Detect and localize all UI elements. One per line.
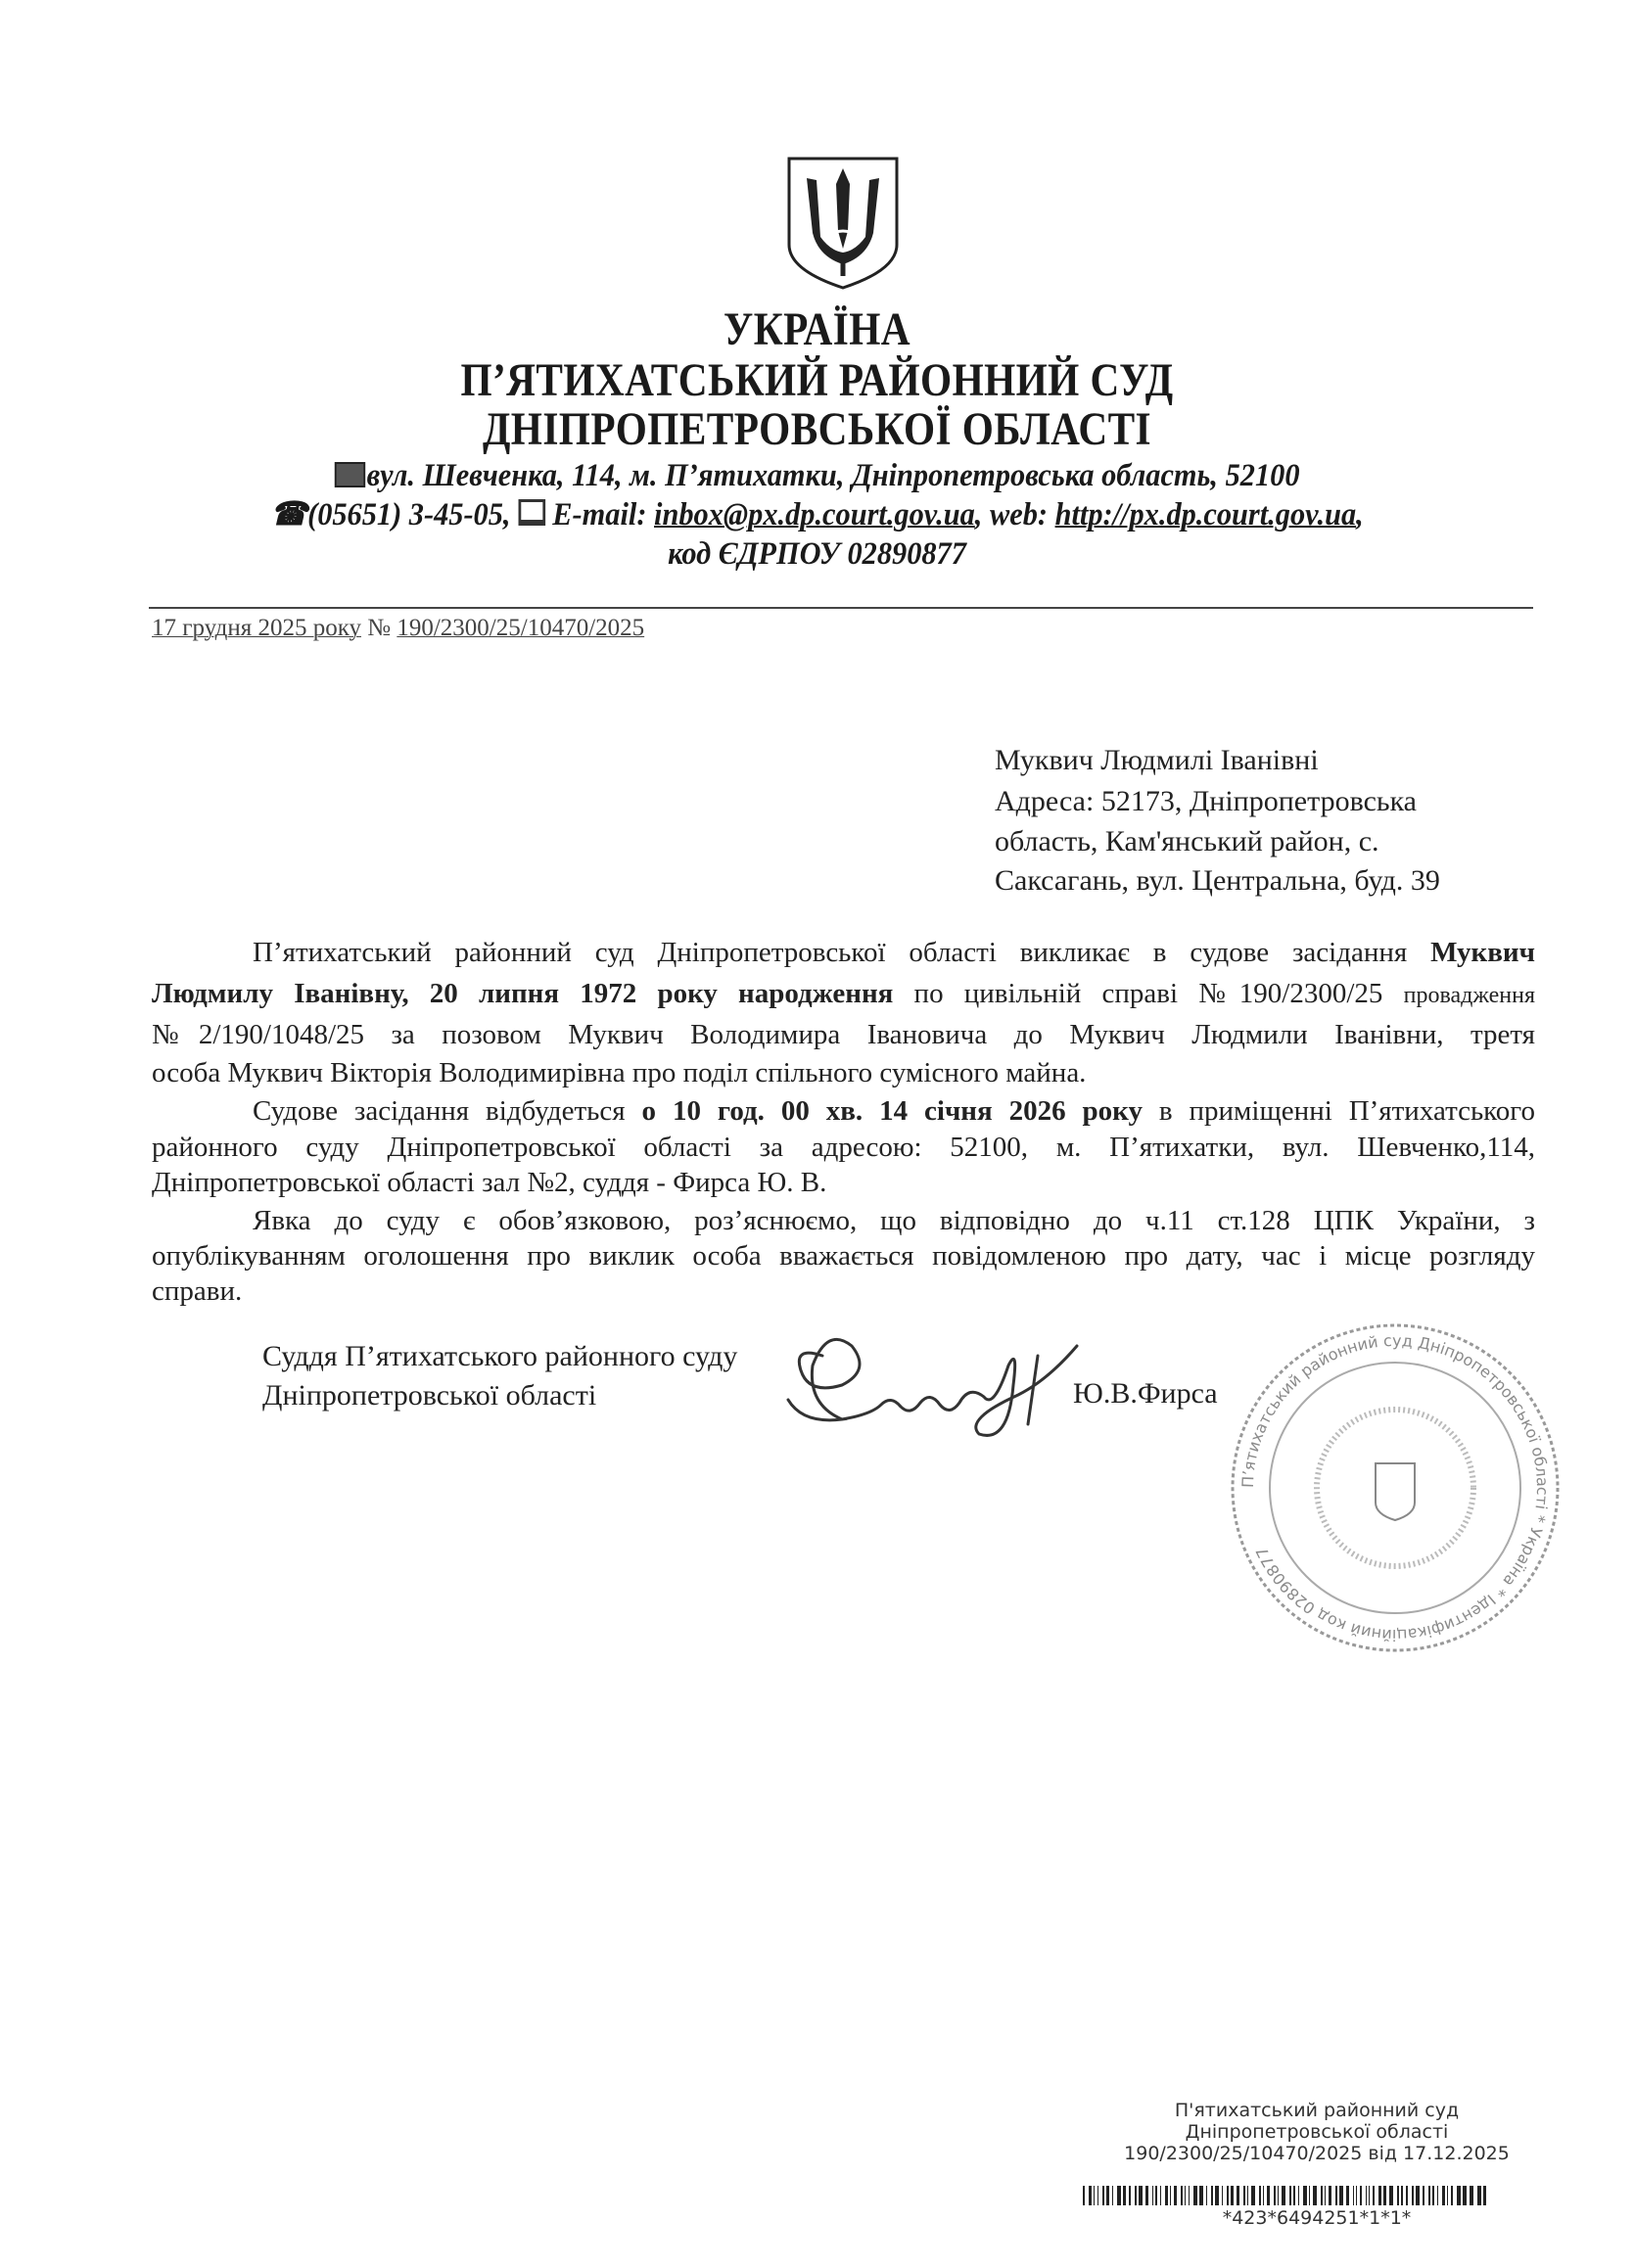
body-line [253, 936, 1535, 969]
barcode-bar [1293, 2186, 1295, 2205]
court-contacts [66, 497, 1568, 532]
reference-line [152, 615, 644, 642]
signer-position: Суддя П’ятихатського районного суду [262, 1340, 738, 1372]
barcode-bar [1274, 2186, 1276, 2205]
barcode-bar [1123, 2186, 1126, 2205]
barcode-bar [1227, 2186, 1229, 2205]
barcode-bar [1329, 2186, 1331, 2205]
body-line: особа Муквич Вікторія Володимирівна про поділ спільного сумісного майна. [152, 1057, 1087, 1088]
barcode-bar [1243, 2186, 1245, 2205]
signer-position: Дніпропетровської області [262, 1379, 597, 1412]
barcode-bar [1360, 2186, 1362, 2205]
barcode-bar [1477, 2186, 1481, 2205]
barcode-bar [1366, 2186, 1367, 2205]
barcode-bar [1303, 2186, 1307, 2205]
barcode-bar [1089, 2186, 1092, 2205]
barcode-bar [1112, 2186, 1113, 2205]
barcode-bar [1185, 2186, 1186, 2205]
body-line: Дніпропетровської області зал №2, суддя - Фирса Ю. В. [152, 1167, 827, 1198]
country-heading: УКРАЇНА [724, 303, 910, 355]
recipient-name: Муквич Людмилі Іванівні [995, 744, 1319, 776]
barcode-bar [1222, 2186, 1223, 2205]
barcode-bar [1298, 2186, 1299, 2205]
barcode-bar [1199, 2186, 1203, 2205]
barcode-bar [1135, 2186, 1137, 2205]
body-line: Явка до суду є обов’язковою, роз’яснюємо, що відповідно до ч.11 ст.128 ЦПК України, з [253, 1205, 1535, 1236]
barcode-bar [1155, 2186, 1157, 2205]
barcode-bar [1428, 2186, 1430, 2205]
barcode-bar [1174, 2186, 1177, 2205]
barcode-bar [1189, 2186, 1190, 2205]
barcode-bar [1289, 2186, 1291, 2205]
barcode-bar [1423, 2186, 1424, 2205]
barcode-bar [1145, 2186, 1148, 2205]
barcode-bar [1282, 2186, 1285, 2205]
text: П’ятихатський районний суд Дніпропетровської області викликає в судове засідання [253, 937, 1431, 968]
barcode-bar [1215, 2186, 1219, 2205]
recipient-address-line: Саксагань, вул. Центральна, буд. 39 [995, 864, 1440, 897]
footer-court-name: П'ятихатський районний суд [1174, 2100, 1460, 2121]
recipient-address-line: Адреса: 52173, Дніпропетровська [995, 785, 1418, 817]
barcode-bar [1237, 2186, 1239, 2205]
barcode-bar [1102, 2186, 1104, 2205]
barcode-bar [1129, 2186, 1131, 2205]
web-link[interactable]: http://px.dp.court.gov.ua [1054, 497, 1357, 532]
barcode-bar [1231, 2186, 1234, 2205]
barcode-bar [1165, 2186, 1168, 2205]
text: в приміщенні П’ятихатського [1142, 1095, 1535, 1127]
barcode-bar [1247, 2186, 1248, 2205]
footer-reference: 190/2300/25/10470/2025 від 17.12.2025 [1124, 2143, 1510, 2164]
bold-text: Муквич [1430, 937, 1535, 968]
barcode-bar [1267, 2186, 1270, 2205]
barcode-bar [1353, 2186, 1354, 2205]
barcode-bar [1309, 2186, 1310, 2205]
barcode-bar [1117, 2186, 1121, 2205]
computer-icon [518, 499, 545, 526]
barcode-bar [1263, 2186, 1264, 2205]
barcode-bar [1251, 2186, 1255, 2205]
barcode-bar [1346, 2186, 1349, 2205]
region-heading: ДНІПРОПЕТРОВСЬКОЇ ОБЛАСТІ [482, 403, 1152, 455]
bold-text: о 10 год. 00 хв. 14 січня 2026 року [641, 1095, 1143, 1127]
handwritten-signature [783, 1326, 1097, 1454]
reference-date: 17 грудня 2025 року [152, 615, 361, 641]
signer-name: Ю.В.Фирса [1073, 1377, 1218, 1410]
court-address [66, 458, 1568, 493]
email-label: E-mail: [552, 497, 647, 532]
barcode-bar [1097, 2186, 1098, 2205]
stamp-text: П’ятихатський районний суд Дніпропетровської області * Україна * Ідентифікаційний код 02890877 [1237, 1330, 1553, 1645]
barcode-bar [1211, 2186, 1213, 2205]
text: по цивільній справі №190/2300/25 [893, 978, 1404, 1009]
body-line: №2/190/1048/25 за позовом Муквич Володимира Івановича до Муквич Людмили Іванівни, третя [152, 1019, 1535, 1050]
barcode-bar [1451, 2186, 1453, 2205]
web-suffix: , [1356, 497, 1364, 532]
barcode-bar [1369, 2186, 1370, 2205]
barcode-bar [1383, 2186, 1386, 2205]
footer-region: Дніпропетровської області [1185, 2121, 1449, 2143]
edrpou-code: код ЄДРПОУ 02890877 [668, 536, 966, 572]
barcode-bar [1378, 2186, 1381, 2205]
barcode-bar [1152, 2186, 1153, 2205]
barcode-bar [1457, 2186, 1461, 2205]
official-stamp [1229, 1321, 1562, 1654]
barcode-bar [1083, 2186, 1085, 2205]
barcode-bar [1389, 2186, 1393, 2205]
body-line [152, 977, 1535, 1012]
text: провадження [1403, 983, 1535, 1008]
barcode-bar [1181, 2186, 1183, 2205]
barcode-bar [1206, 2186, 1207, 2205]
barcode-bar [1406, 2186, 1408, 2205]
barcode-text: *423*6494251*1*1* [1222, 2207, 1412, 2229]
barcode-bar [1106, 2186, 1109, 2205]
coat-of-arms-icon [783, 155, 903, 292]
barcode-bar [1432, 2186, 1434, 2205]
barcode-bar [1139, 2186, 1143, 2205]
barcode-bar [1412, 2186, 1414, 2205]
email-link[interactable]: inbox@px.dp.court.gov.ua [654, 497, 975, 532]
phone-icon: ☎ [270, 497, 308, 532]
barcode-bar [1470, 2186, 1473, 2205]
recipient-address-line: область, Кам'янський район, с. [995, 825, 1379, 857]
barcode-bar [1437, 2186, 1438, 2205]
barcode-bar [1259, 2186, 1261, 2205]
address-text: вул. Шевченка, 114, м. П’ятихатки, Дніпропетровська область, 52100 [366, 458, 1300, 493]
reference-number: 190/2300/25/10470/2025 [397, 615, 645, 641]
barcode-bar [1447, 2186, 1448, 2205]
barcode-bar [1339, 2186, 1343, 2205]
envelope-icon [334, 462, 364, 487]
court-name-heading: П’ЯТИХАТСЬКИЙ РАЙОННИЙ СУД [460, 354, 1174, 406]
barcode-bar [1170, 2186, 1171, 2205]
barcode-bar [1313, 2186, 1317, 2205]
barcode-bar [1193, 2186, 1197, 2205]
body-line: справи. [152, 1275, 243, 1307]
barcode-bar [1373, 2186, 1375, 2205]
number-sign: № [367, 615, 392, 641]
stamp-emblem-icon [1376, 1463, 1415, 1520]
barcode-bar [1463, 2186, 1467, 2205]
barcode-bar [1356, 2186, 1357, 2205]
header-divider [149, 607, 1533, 609]
barcode-bar [1094, 2186, 1095, 2205]
text: Судове засідання відбудеться [253, 1095, 642, 1127]
phone-number: (05651) 3-45-05, [307, 497, 511, 532]
barcode [1083, 2186, 1486, 2205]
barcode-bar [1401, 2186, 1403, 2205]
body-line: опублікуванням оголошення про виклик особа вважається повідомленою про дату, час і місце розгляду [152, 1240, 1535, 1272]
barcode-bar [1397, 2186, 1399, 2205]
body-line [253, 1094, 1535, 1128]
web-label: , web: [974, 497, 1048, 532]
barcode-bar [1335, 2186, 1337, 2205]
barcode-bar [1321, 2186, 1323, 2205]
barcode-bar [1160, 2186, 1161, 2205]
barcode-bar [1325, 2186, 1326, 2205]
barcode-bar [1483, 2186, 1486, 2205]
barcode-bar [1416, 2186, 1420, 2205]
barcode-bar [1278, 2186, 1279, 2205]
bold-text: Людмилу Іванівну, 20 липня 1972 року народження [152, 978, 894, 1009]
body-line: районного суду Дніпропетровської області за адресою: 52100, м. П’ятихатки, вул. Шевченко,114, [152, 1132, 1535, 1163]
barcode-bar [1442, 2186, 1445, 2205]
